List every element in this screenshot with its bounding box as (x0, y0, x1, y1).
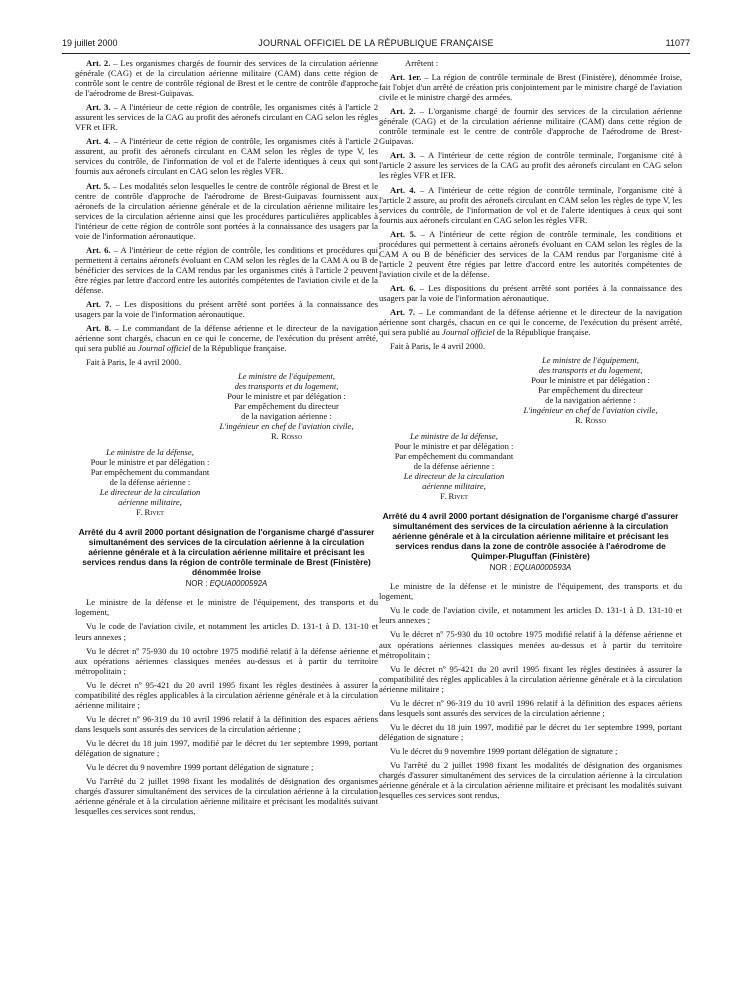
signature-line: des transports et du logement, (234, 381, 339, 392)
signature-line: de la navigation aérienne : (545, 395, 636, 406)
signature-line: Le ministre de la défense, (410, 431, 498, 442)
article-text: – A l'intérieur de cette région de contrôle terminale, l'organisme cité à l'article 2 assure, au profit des aéronefs circulant en CAM selon les règles de type V, les services du contrôle, de l'information de vol et de l'alerte identiques à ceux qui sont fournis aux aéronefs circulant en CAG selon les règles VFR. (379, 184, 683, 225)
journal-officiel-ref: Journal officiel (138, 343, 191, 354)
signature-line: Par empêchement du directeur (538, 385, 643, 396)
visa: Vu le code de l'aviation civile, et notamment les articles D. 131-1 à D. 131-10 et leurs annexes ; (75, 621, 378, 642)
article-text: – A l'intérieur de cette région de contrôle terminale, l'organisme cité à l'article 2 assure les services de la CAG au profit des aéronefs circulant en CAG selon les règles VFR et IFR. (379, 150, 683, 181)
article (75, 136, 378, 176)
signature-block-equipement (195, 371, 378, 441)
visa: Vu le code de l'aviation civile, et notamment les articles D. 131-1 à D. 131-10 et leurs annexes ; (379, 605, 682, 626)
article-text: de la République française. (190, 343, 287, 354)
nor-label: NOR : (489, 563, 514, 573)
article-text: – A l'intérieur de cette région de contrôle, les conditions et procédures qui permettent à certains aéronefs évoluant en CAM selon les règles de la CAM A ou B de bénéficier des services de la CAM rendus par les organismes cités à l'article 2 peuvent être régies par lettre d'accord entre les autorités compétentes de l'aviation civile et de la défense. (75, 244, 378, 295)
signature-line: L'ingénieur en chef de l'aviation civile, (523, 405, 658, 416)
article-text: – Le commandant de la défense aérienne et le directeur de la navigation aérienne sont chargés, chacun en ce qui le concerne, de l'exécution du présent arrêté, qui sera publié au (379, 307, 683, 338)
preamble: Le ministre de la défense et le ministre de l'équipement, des transports et du logement, (379, 581, 682, 602)
header-rule (62, 53, 690, 54)
article-text: – A l'intérieur de cette région de contrôle terminale, les conditions et procédures qui permettent à certains aéronefs évoluant en CAM selon les règles de la CAM A ou B de bénéficier des services de la CAM rendus par l'organisme cité à l'article 2 peuvent être régies par lettre d'accord entre les autorités compétentes de l'aviation civile et de la défense. (379, 228, 682, 279)
arrete-title: Arrêté du 4 avril 2000 portant désignation de l'organisme chargé d'assurer simultanément des services de la circulation aérienne à la circulation aérienne générale et à la circulation aérienne militaire et précisant les services rendus dans la zone de contrôle associée à l'aérodrome de Quimper-Pluguffan (Finistère) (382, 511, 679, 562)
signature-line: de la navigation aérienne : (241, 411, 332, 422)
article-text: – La région de contrôle terminale de Brest (Finistère), dénommée Iroise, fait l'objet d'un arrêté de création pris conjointement par le ministre chargé de l'aviation civile et le ministre chargé des armées. (379, 72, 683, 103)
signature-line: Par empêchement du commandant (90, 467, 210, 478)
article-label: Art. 7. (390, 307, 416, 318)
article (379, 106, 682, 146)
signature-line: Pour le ministre et par délégation : (227, 391, 346, 402)
signatory-name: R. Rosso (270, 431, 303, 442)
article (379, 185, 682, 225)
article-text: – L'organisme chargé de fournir des services de la circulation aérienne générale (CAG) et de la circulation aérienne militaire (CAM) dans cette région de contrôle terminale est le centre de contrôle d'approche de l'aérodrome de Brest-Guipavas. (379, 106, 682, 147)
article-text: – A l'intérieur de cette région de contrôle, les organismes cités à l'article 2 assurent, au profit des aéronefs circulant en CAM selon les règles de type V, les services du contrôle, de l'information de vol et de l'alerte identiques à ceux qui sont fournis aux aéronefs circulant en CAG selon les règles VFR. (75, 136, 378, 177)
signature-line: Par empêchement du commandant (394, 451, 514, 462)
article-label: Art. 3. (86, 102, 111, 113)
article (75, 181, 378, 241)
article-text: de la République française. (494, 327, 591, 338)
article-label: Art. 4. (390, 184, 416, 195)
article (75, 323, 378, 353)
visa: Vu le décret nº 75-930 du 10 octobre 1975 modifié relatif à la défense aérienne et aux opérations aériennes classiques menées au-dessus et à partir du territoire métropolitain ; (379, 629, 682, 660)
signatory-name: F. Rivet (136, 507, 164, 518)
article-label: Art. 6. (86, 244, 111, 255)
signatory-name: R. Rosso (574, 415, 607, 426)
article-label: Art. 6. (390, 282, 416, 293)
signature-line: Pour le ministre et par délégation : (531, 375, 650, 386)
nor-label: NOR : (185, 579, 210, 589)
page-header (62, 38, 690, 52)
visa: Vu le décret du 9 novembre 1999 portant délégation de signature ; (390, 745, 618, 756)
signature-block-defense (75, 447, 225, 517)
article (75, 102, 378, 132)
article-text: – A l'intérieur de cette région de contrôle, les organismes cités à l'article 2 assurent les services de la CAG au profit des aéronefs circulant en CAG selon les règles VFR et IFR. (75, 102, 378, 133)
signature-line: Par empêchement du directeur (234, 401, 339, 412)
article-label: Art. 5. (86, 180, 111, 191)
signature-line: Le ministre de la défense, (106, 447, 194, 458)
article-label: Art. 3. (390, 150, 416, 161)
header-journal-title: JOURNAL OFFICIEL DE LA RÉPUBLIQUE FRANÇAISE (258, 38, 494, 48)
article-text: – Les modalités selon lesquelles le centre de contrôle régional de Brest et le centre de contrôle d'approche de l'aérodrome de Brest-Guipavas fournissent aux aéronefs de la circulation aérienne générale et de la circulation aérienne militaire les services de la circulation aérienne ainsi que les procédures particulières applicables à l'intérieur de cette région de contrôle sont portées à la connaissance des usagers par la voie de l'information aéronautique. (75, 180, 379, 241)
article-text: – Les organismes chargés de fournir des services de la circulation aérienne générale (CAG) et de la circulation aérienne militaire (CAM) dans cette région de contrôle sont le centre de contrôle régional de Brest et le centre de contrôle d'approche de l'aérodrome de Brest-Guipavas. (75, 58, 378, 99)
journal-officiel-ref: Journal officiel (442, 327, 495, 338)
article-label: Art. 1er. (390, 72, 422, 83)
visa: Vu le décret nº 95-421 du 20 avril 1995 fixant les règles destinées à assurer la compatibilité des règles applicables à la circulation aérienne générale et à la circulation aérienne militaire ; (75, 679, 378, 710)
article (379, 229, 682, 279)
signature-line: de la défense aérienne : (413, 461, 495, 472)
article-label: Art. 5. (390, 228, 417, 239)
arrete-title: Arrêté du 4 avril 2000 portant désignation de l'organisme chargé d'assurer simultanément des services de la circulation aérienne à la circulation aérienne générale et à la circulation aérienne militaire et précisant les services rendus dans la région de contrôle terminale de Brest (Finistère) dénommée Iroise (78, 527, 375, 578)
visa: Vu le décret nº 96-319 du 10 avril 1996 relatif à la définition des espaces aériens dans lesquels sont assurés des services de la circulation aérienne ; (75, 713, 378, 734)
article-text: – Les dispositions du présent arrêté sont portées à la connaissance des usagers par la voie de l'information aéronautique. (75, 299, 379, 320)
article (379, 283, 682, 303)
signature-block-equipement (499, 355, 682, 425)
visa: Vu l'arrêté du 2 juillet 1998 fixant les modalités de désignation des organismes chargés d'assurer simultanément des services de la circulation aérienne à la circulation aérienne générale et à la circulation aérienne militaire et précisant les modalités suivant lesquelles ces services sont rendus, (379, 759, 682, 801)
signature-line: de la défense aérienne : (109, 477, 191, 488)
signature-block-defense (379, 431, 529, 501)
nor-code: EQUA0000593A (513, 563, 572, 573)
nor-code: EQUA0000592A (209, 579, 268, 589)
visa: Vu l'arrêté du 2 juillet 1998 fixant les modalités de désignation des organismes chargés d'assurer simultanément des services de la circulation aérienne à la circulation aérienne générale et à la circulation aérienne militaire et précisant les modalités suivant lesquelles ces services sont rendus, (75, 776, 378, 817)
preamble: Le ministre de la défense et le ministre de l'équipement, des transports et du logement, (75, 597, 378, 618)
signature-line: aérienne militaire, (422, 481, 486, 492)
signature-line: Pour le ministre et par délégation : (90, 457, 210, 468)
signature-line: Pour le ministre et par délégation : (394, 441, 514, 452)
article (75, 245, 378, 295)
article-label: Art. 4. (86, 136, 111, 147)
signature-line: aérienne militaire, (118, 497, 182, 508)
visa: Vu le décret du 18 juin 1997, modifié par le décret du 1er septembre 1999, portant délégation de signature ; (379, 721, 682, 742)
article-text: – Les dispositions du présent arrêté sont portées à la connaissance des usagers par la voie de l'information aéronautique. (379, 282, 683, 303)
article (75, 299, 378, 319)
article-label: Art. 2. (86, 58, 111, 68)
article-label: Art. 8. (86, 323, 112, 334)
signature-line: Le ministre de l'équipement, (542, 355, 639, 366)
left-column (75, 58, 378, 820)
nor-reference (75, 579, 378, 589)
visa: Vu le décret du 9 novembre 1999 portant délégation de signature ; (86, 762, 314, 773)
article (379, 307, 682, 337)
visa: Vu le décret nº 75-930 du 10 octobre 1975 modifié relatif à la défense aérienne et aux opérations aériennes classiques menées au-dessus et à partir du territoire métropolitain ; (75, 645, 378, 676)
arretent: Arrêtent : (405, 58, 439, 68)
article (379, 72, 682, 102)
signature-line: Le ministre de l'équipement, (238, 371, 335, 382)
article-text: – Le commandant de la défense aérienne et le directeur de la navigation aérienne sont chargés, chacun en ce qui le concerne, de l'exécution du présent arrêté, qui sera publié au (75, 323, 379, 354)
visa: Vu le décret du 18 juin 1997, modifié par le décret du 1er septembre 1999, portant délégation de signature ; (75, 737, 378, 758)
signature-line: L'ingénieur en chef de l'aviation civile, (219, 421, 354, 432)
article-label: Art. 2. (390, 106, 416, 117)
article (379, 150, 682, 180)
visa: Vu le décret nº 95-421 du 20 avril 1995 fixant les règles destinées à assurer la compatibilité des règles applicables à la circulation aérienne générale et à la circulation aérienne militaire ; (379, 663, 682, 694)
signature-line: Le directeur de la circulation (403, 471, 505, 482)
signature-line: Le directeur de la circulation (99, 487, 201, 498)
header-date: 19 juillet 2000 (62, 38, 118, 48)
header-page-number: 11077 (665, 38, 690, 48)
signatory-name: F. Rivet (440, 491, 468, 502)
right-column (379, 58, 682, 804)
article (75, 58, 378, 98)
visa: Vu le décret nº 96-319 du 10 avril 1996 relatif à la définition des espaces aériens dans lesquels sont assurés des services de la circulation aérienne ; (379, 697, 682, 718)
nor-reference (379, 563, 682, 573)
fait-a-paris: Fait à Paris, le 4 avril 2000. (86, 357, 181, 368)
article-label: Art. 7. (86, 299, 112, 310)
fait-a-paris: Fait à Paris, le 4 avril 2000. (390, 341, 485, 352)
signature-line: des transports et du logement, (538, 365, 643, 376)
